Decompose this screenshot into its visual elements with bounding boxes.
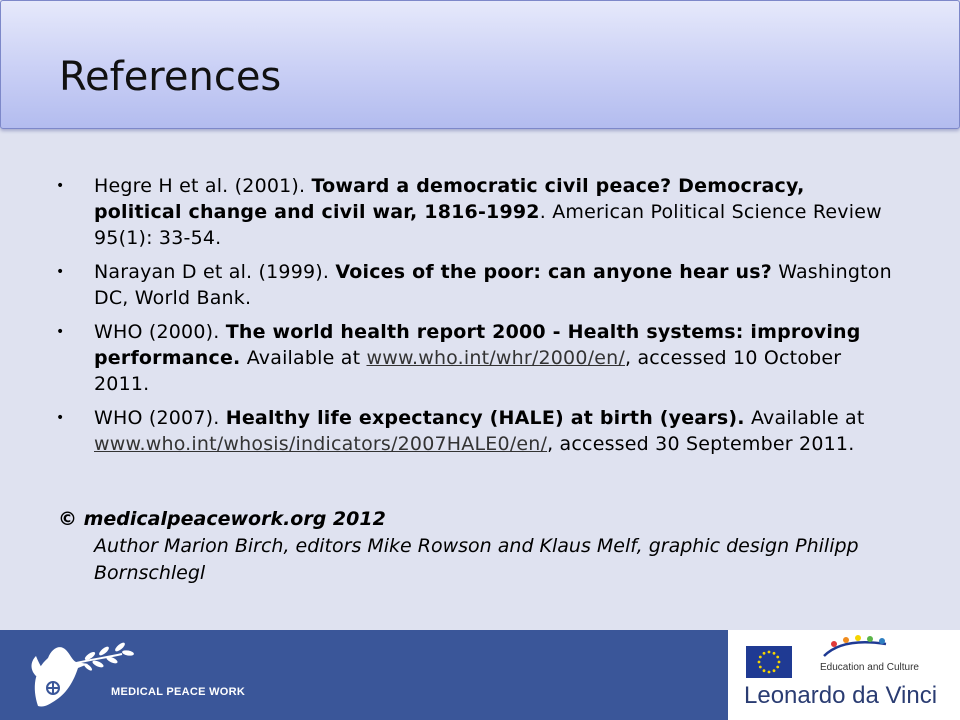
footer-brand-panel xyxy=(0,630,728,720)
reference-list xyxy=(56,173,896,465)
reference-authors: Narayan D et al. (1999). xyxy=(94,261,336,283)
reference-item xyxy=(56,319,896,397)
eu-flag-icon xyxy=(746,646,792,678)
education-culture-logo-icon xyxy=(820,634,900,660)
reference-authors: Hegre H et al. (2001). xyxy=(94,175,312,197)
reference-accessed: , accessed 30 September 2011. xyxy=(547,433,855,455)
brand-label: MEDICAL PEACE WORK xyxy=(111,686,246,698)
reference-item xyxy=(56,173,896,251)
reference-accessed: , accessed 10 October 2011. xyxy=(94,347,842,395)
footer xyxy=(0,630,960,720)
copyright-line: © medicalpeacework.org 2012 xyxy=(58,508,386,530)
bullet: • xyxy=(56,324,65,340)
bullet: • xyxy=(56,178,65,194)
credits-line: Author Marion Birch, editors Mike Rowson and Klaus Melf, graphic design Philipp Bornschlegl xyxy=(94,535,859,584)
slide-title: References xyxy=(59,54,282,100)
bullet: • xyxy=(56,410,65,426)
reference-title: Voices of the poor: can anyone hear us? xyxy=(335,261,772,283)
reference-source: Washington DC, World Bank. xyxy=(94,261,892,309)
reference-item xyxy=(56,259,896,311)
reference-available: Available at xyxy=(744,407,865,429)
reference-authors: WHO (2000). xyxy=(94,321,226,343)
bullet: • xyxy=(56,264,65,280)
reference-title: Healthy life expectancy (HALE) at birth (years). xyxy=(225,407,745,429)
education-culture-label: Education and Culture xyxy=(820,662,919,673)
reference-link[interactable]: www.who.int/whr/2000/en/ xyxy=(366,347,625,369)
copyright-block xyxy=(58,506,918,587)
reference-item xyxy=(56,405,896,457)
program-label: Leonardo da Vinci xyxy=(744,682,938,709)
reference-available: Available at xyxy=(240,347,367,369)
reference-title: The world health report 2000 - Health systems: improving performance. xyxy=(94,321,861,369)
reference-source: . American Political Science Review 95(1): 33-54. xyxy=(94,201,882,249)
footer-sponsor-panel xyxy=(728,630,960,720)
title-bar xyxy=(0,0,960,129)
dove-logo-icon xyxy=(26,636,146,718)
reference-title: Toward a democratic civil peace? Democracy, political change and civil war, 1816-1992 xyxy=(94,175,805,223)
reference-authors: WHO (2007). xyxy=(94,407,226,429)
reference-link[interactable]: www.who.int/whosis/indicators/2007HALE0/en/ xyxy=(94,433,548,455)
